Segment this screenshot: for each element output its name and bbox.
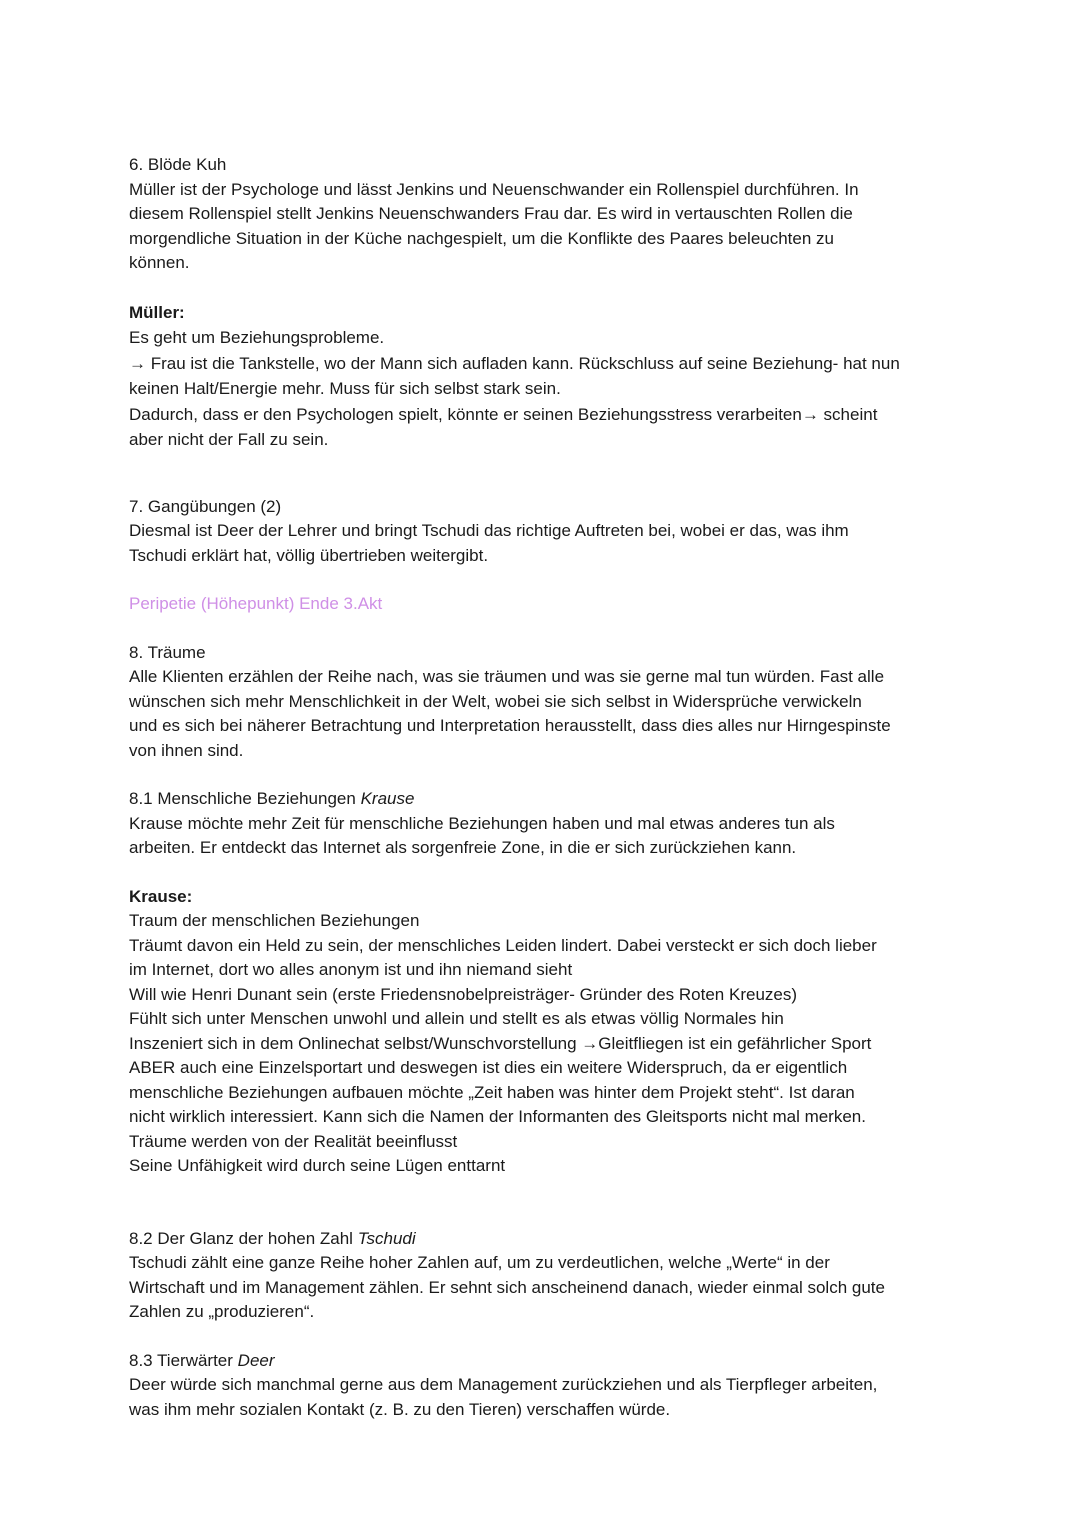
paragraph-line: Krause möchte mehr Zeit für menschliche Beziehungen haben und mal etwas anderes tun als [129,813,835,833]
heading-text: 8.1 Menschliche Beziehungen [129,789,356,808]
paragraph-line: Alle Klienten erzählen der Reihe nach, was sie träumen und was sie gerne mal tun würden. Fast alle [129,667,885,686]
note-line: aber nicht der Fall zu sein. [129,430,329,449]
section-8 [129,641,959,764]
document-page [129,153,959,1422]
paragraph-line: morgendliche Situation in der Küche nachgespielt, um die Konflikte des Paares beleuchten zu [129,228,834,248]
section-8-2 [129,1227,959,1325]
paragraph-line: arbeiten. Er entdeckt das Internet als sorgenfreie Zone, in die er sich zurückziehen kann. [129,838,797,857]
note-line: Inszeniert sich in dem Onlinechat selbst/Wunschvorstellung →Gleitfliegen ist ein gefährlicher Sport [129,1033,872,1053]
paragraph-line: Wirtschaft und im Management zählen. Er sehnt sich anscheinend danach, wieder einmal solch gute [129,1277,885,1297]
paragraph-line: und es sich bei näherer Betrachtung und Interpretation herausstellt, dass dies alles nur Hirngespinste [129,716,891,735]
paragraph-line: Tschudi zählt eine ganze Reihe hoher Zahlen auf, um zu verdeutlichen, welche „Werte“ in der [129,1253,830,1272]
heading-name: Tschudi [357,1228,416,1248]
heading-text: 8.3 Tierwärter [129,1350,233,1370]
note-line: Dadurch, dass er den Psychologen spielt, könnte er seinen Beziehungsstress verarbeiten→ scheint [129,404,878,424]
paragraph-line: Deer würde sich manchmal gerne aus dem Management zurückziehen und als Tierpfleger arbeiten, [129,1375,878,1394]
paragraph-line: wünschen sich mehr Menschlichkeit in der Welt, wobei sie sich selbst in Widersprüche verwickeln [129,691,862,711]
heading-name: Deer [237,1350,275,1370]
note-line: → Frau ist die Tankstelle, wo der Mann sich aufladen kann. Rückschluss auf seine Beziehung- hat nun [129,353,900,373]
note-krause [129,885,959,1179]
note-line: im Internet, dort wo alles anonym ist und ihn niemand sieht [129,960,573,979]
note-line: keinen Halt/Energie mehr. Muss für sich selbst stark sein. [129,379,561,398]
section-heading: 8. Träume [129,642,206,662]
paragraph-line: Diesmal ist Deer der Lehrer und bringt Tschudi das richtige Auftreten bei, wobei er das, was ihm [129,521,849,540]
note-line: Es geht um Beziehungsprobleme. [129,328,385,347]
section-heading [129,787,959,812]
paragraph-line: diesem Rollenspiel stellt Jenkins Neuenschwanders Frau dar. Es wird in vertauschten Rollen die [129,204,853,223]
note-line: Traum der menschlichen Beziehungen [129,911,420,930]
section-8-1 [129,787,959,861]
note-line: Seine Unfähigkeit wird durch seine Lügen enttarnt [129,1156,506,1175]
note-label: Müller: [129,302,185,322]
section-heading [129,1227,959,1252]
note-mueller [129,300,959,453]
note-line: ABER auch eine Einzelsportart und deswegen ist dies ein weitere Widerspruch, da er eigentlich [129,1058,848,1077]
note-line: Träumt davon ein Held zu sein, der menschliches Leiden lindert. Dabei versteckt er sich doch lieber [129,935,877,955]
paragraph-line: Tschudi erklärt hat, völlig übertrieben weitergibt. [129,545,489,565]
section-heading: 6. Blöde Kuh [129,155,227,174]
note-line: Fühlt sich unter Menschen unwohl und allein und stellt es als etwas völlig Normales hin [129,1009,784,1028]
note-line: menschliche Beziehungen aufbauen möchte „Zeit haben was hinter dem Projekt steht“. Ist daran [129,1082,855,1102]
note-line: Will wie Henri Dunant sein (erste Friedensnobelpreisträger- Gründer des Roten Kreuzes) [129,984,798,1004]
section-7 [129,495,959,569]
heading-text: 8.2 Der Glanz der hohen Zahl [129,1228,353,1248]
note-line: nicht wirklich interessiert. Kann sich die Namen der Informanten des Gleitsports nicht mal merken. [129,1107,866,1126]
paragraph-line: Müller ist der Psychologe und lässt Jenkins und Neuenschwander ein Rollenspiel durchführen. In [129,179,859,199]
paragraph-line: können. [129,253,190,272]
paragraph-line: was ihm mehr sozialen Kontakt (z. B. zu den Tieren) verschaffen würde. [129,1399,671,1419]
section-6 [129,153,959,276]
heading-name: Krause [360,789,415,808]
paragraph-line: Zahlen zu „produzieren“. [129,1302,315,1321]
section-heading [129,1349,959,1374]
paragraph-line: von ihnen sind. [129,740,244,760]
note-line: Träume werden von der Realität beeinflusst [129,1131,458,1151]
note-label: Krause: [129,886,193,906]
section-heading: 7. Gangübungen (2) [129,496,282,516]
section-8-3 [129,1349,959,1423]
peripetie-note: Peripetie (Höhepunkt) Ende 3.Akt [129,594,383,613]
